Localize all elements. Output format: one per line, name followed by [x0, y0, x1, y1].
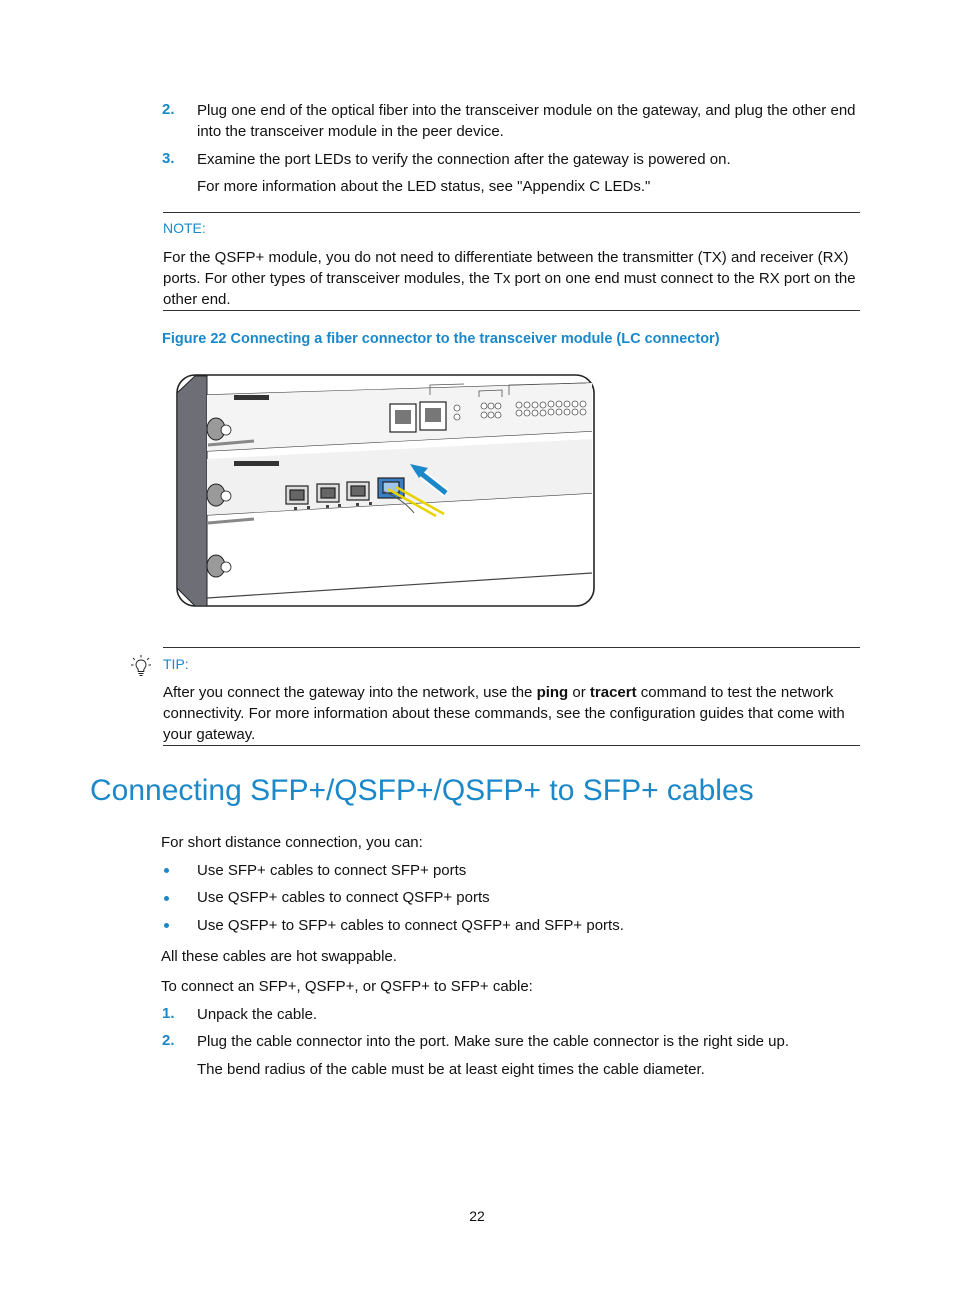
command-tracert: tracert [589, 684, 637, 701]
led-note: For more information about the LED status, see "Appendix C LEDs." [197, 178, 651, 195]
step-number: 2. [162, 101, 175, 118]
bullet-item: Use QSFP+ cables to connect QSFP+ ports [197, 889, 490, 906]
step-text: Plug the cable connector into the port. Make sure the cable connector is the right side up. [197, 1033, 790, 1050]
bend-radius-note: The bend radius of the cable must be at least eight times the cable diameter. [197, 1061, 705, 1078]
step-text: Examine the port LEDs to verify the connection after the gateway is powered on. [197, 151, 731, 168]
procedure-lead: To connect an SFP+, QSFP+, or QSFP+ to SFP+ cable: [161, 978, 533, 995]
figure-illustration [174, 373, 598, 609]
bullet-marker [164, 868, 169, 873]
step-text: Unpack the cable. [197, 1006, 318, 1023]
lightbulb-icon [130, 654, 152, 678]
bullet-item: Use SFP+ cables to connect SFP+ ports [197, 862, 467, 879]
step-number: 2. [162, 1032, 175, 1049]
section-intro: For short distance connection, you can: [161, 834, 423, 851]
bullet-marker [164, 896, 169, 901]
hot-swap-note: All these cables are hot swappable. [161, 948, 397, 965]
step-text: Plug one end of the optical fiber into the transceiver module on the gateway, and plug the other end into the transceiver module in the peer device. [197, 102, 856, 140]
note-top-rule [163, 212, 860, 213]
tip-bottom-rule [163, 745, 860, 746]
tip-top-rule [163, 647, 860, 648]
section-title: Connecting SFP+/QSFP+/QSFP+ to SFP+ cables [90, 774, 754, 807]
command-ping: ping [536, 684, 569, 701]
page-number: 22 [469, 1208, 485, 1224]
tip-text: After you connect the gateway into the network, use the ping or tracert command to test the network connectivity. For more information about these commands, see the configuration guides that come with your gateway. [163, 684, 845, 743]
note-bottom-rule [163, 310, 860, 311]
figure-caption: Figure 22 Connecting a fiber connector to the transceiver module (LC connector) [162, 331, 720, 347]
step-number: 3. [162, 150, 175, 167]
note-text: For the QSFP+ module, you do not need to differentiate between the transmitter (TX) and receiver (RX) ports. For other types of transceiver modules, the Tx port on one end must connect to the RX port on the other end. [163, 249, 856, 308]
note-label: NOTE: [163, 220, 206, 236]
step-number: 1. [162, 1005, 175, 1022]
bullet-marker [164, 923, 169, 928]
tip-label: TIP: [163, 656, 189, 672]
bullet-item: Use QSFP+ to SFP+ cables to connect QSFP+ and SFP+ ports. [197, 917, 624, 934]
